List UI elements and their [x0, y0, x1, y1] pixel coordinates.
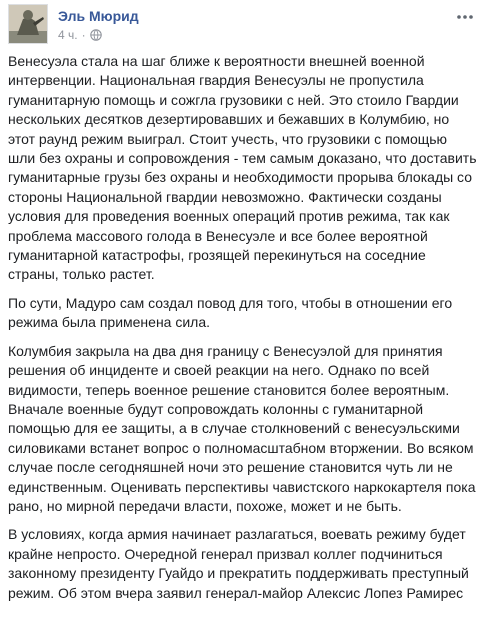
- post-paragraph: Колумбия закрыла на два дня границу с Венесуэлой для принятия решения об инциденте и своей реакции на него. Однако по всей видимости, теперь военное решение становится более вероятным. Вначале военные будут сопровождать колонны с гуманитарной помощью для ее защиты, а в случае столкновений с венесуэльскими силовиками встанет вопрос о полномасштабном вторжении. Во всяком случае после сегодняшней ночи это решение становится чуть ли не единственным. Оценивать перспективы чавистского наркокартеля пока рано, но мирной передачи власти, похоже, может и не быть.: [8, 342, 476, 514]
- avatar-image: [9, 5, 48, 44]
- post-header: [8, 4, 478, 44]
- more-options-icon[interactable]: [456, 10, 474, 20]
- globe-icon[interactable]: [90, 29, 102, 41]
- post-paragraph: По сути, Мадуро сам создал повод для того, чтобы в отношении его режима была применена сила.: [8, 294, 453, 331]
- author-name[interactable]: Эль Мюрид: [58, 8, 139, 24]
- post-paragraph: Венесуэла стала на шаг ближе к вероятности внешней военной интервенции. Национальная гвардия Венесуэлы не пропустила гуманитарную помощь и сожгла грузовики с ней. Это стоило Гвардии нескольких десятков дезертировавших и бежавших в Колумбию, но этот раунд режим выиграл. Стоит учесть, что грузовики с помощью шли без охраны и сопровождения - тем самым доказано, что доставить гуманитарные грузы без охраны и необходимости прорыва блокады со стороны Национальной гвардии невозможно. Фактически созданы условия для проведения военных операций против режима, так как проблема массового голода в Венесуэле и все более вероятной гуманитарной катастрофы, грозящей перекинуться на соседние страны, только растет.: [8, 53, 477, 283]
- post-meta: [58, 27, 102, 43]
- meta-separator: ·: [81, 28, 86, 42]
- post-timestamp[interactable]: 4 ч.: [58, 28, 78, 42]
- post-content: [8, 52, 478, 612]
- post-paragraph: В условиях, когда армия начинает разлагаться, воевать режиму будет крайне непросто. Очередной генерал призвал коллег подчиниться законному президенту Гуайдо и прекратить поддерживать преступный режим. Об этом вчера заявил генерал-майор Алексис Лопез Рамирес: [8, 526, 469, 601]
- avatar[interactable]: [8, 4, 48, 44]
